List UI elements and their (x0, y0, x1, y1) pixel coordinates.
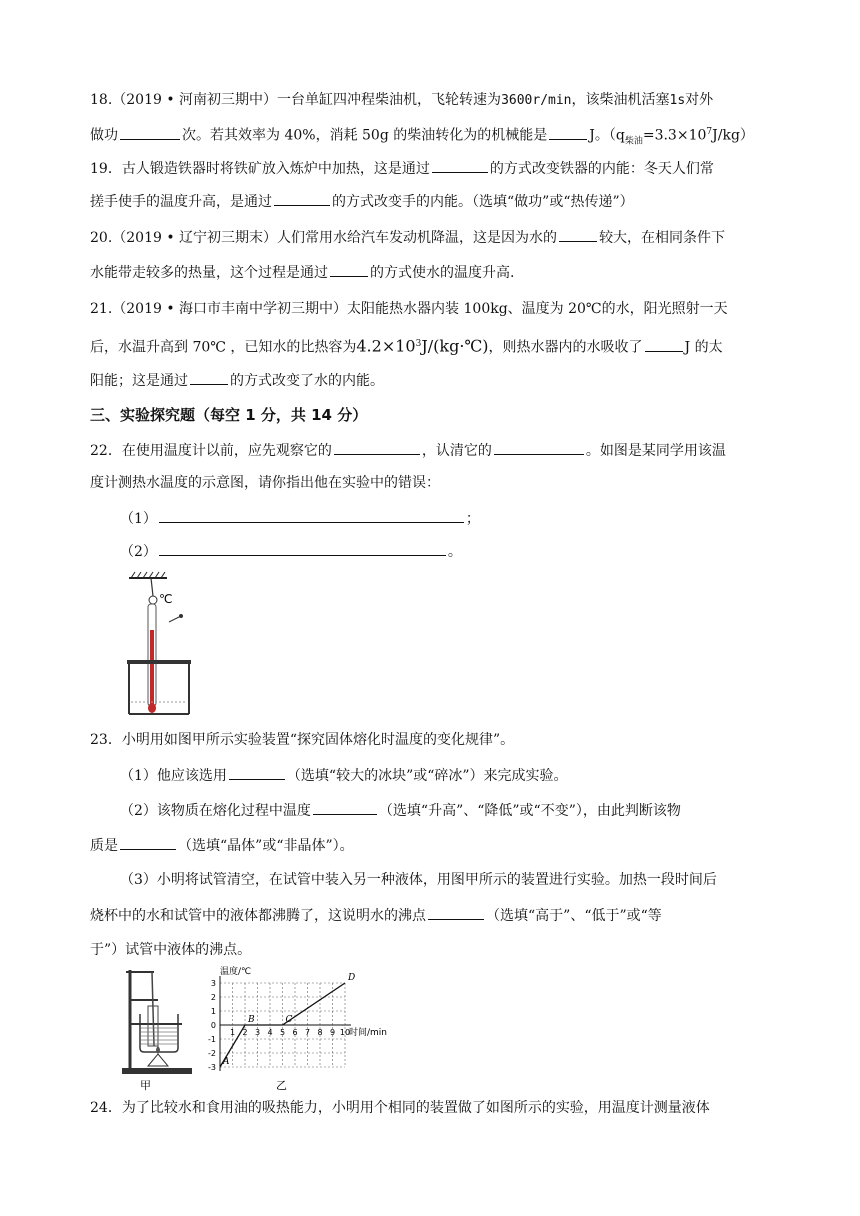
x-tick-label: 9 (329, 1028, 336, 1037)
x-tick-label: 7 (304, 1028, 311, 1037)
q20-line-2: 水能带走较多的热量，这个过程是通过 的方式使水的温度升高. (90, 262, 514, 283)
answer-blank[interactable] (494, 440, 584, 455)
q20-line-1: 20.（2019 • 辽宁初三期末）人们常用水给汽车发动机降温，这是因为水的 较大，在相同条件下 (90, 227, 725, 248)
y-tick-label: 2 (210, 993, 216, 1002)
point-label: C (285, 1015, 293, 1025)
x-tick-label: 10 (339, 1028, 351, 1037)
q22-line-2: 度计测热水温度的示意图，请你指出他在实验中的错误： (90, 475, 440, 491)
q21-line-3: 阳能；这是通过 的方式改变了水的内能。 (90, 370, 384, 391)
answer-blank[interactable] (120, 125, 180, 140)
point-label: A (223, 1057, 230, 1067)
x-tick-label: 4 (267, 1028, 273, 1037)
y-tick-label: 1 (210, 1007, 216, 1016)
x-tick-label: 8 (317, 1028, 323, 1037)
answer-blank[interactable] (334, 440, 420, 455)
point-label: B (248, 1015, 255, 1025)
answer-blank[interactable] (432, 158, 488, 173)
q23-part-2: （2）该物质在熔化过程中温度 （选填“升高”、“降低”或“不变”），由此判断该物 (120, 800, 681, 821)
q23-part-3-end: 于”）试管中液体的沸点。 (90, 942, 252, 958)
q23-line-1: 23．小明用如图甲所示实验装置“探究固体熔化时温度的变化规律”。 (90, 732, 515, 748)
q22-item-1: （1） ； (120, 508, 480, 529)
answer-blank[interactable] (549, 125, 587, 140)
y-tick-label: -2 (208, 1049, 216, 1058)
x-axis-label: 时间/min (349, 1028, 388, 1038)
q19-line-2: 搓手使手的温度升高，是通过 的方式改变手的内能。（选填“做功”或“热传递”） (90, 191, 634, 212)
answer-line[interactable] (159, 541, 446, 556)
q23-part-1: （1）他应该选用 （选填“较大的冰块”或“碎冰”）来完成实验。 (120, 765, 568, 786)
figure-label-yi: 乙 (276, 1079, 287, 1091)
answer-blank[interactable] (190, 370, 228, 385)
x-tick-label: 3 (254, 1028, 261, 1037)
answer-blank[interactable] (274, 191, 330, 206)
x-tick-label: 2 (242, 1028, 248, 1037)
x-tick-label: 6 (292, 1028, 298, 1037)
section-title: 三、实验探究题（每空 1 分，共 14 分） (90, 406, 368, 424)
unit-label: ℃ (159, 592, 173, 606)
q24-line-1: 24．为了比较水和食用油的吸热能力，小明用个相同的装置做了如图所示的实验，用温度计测量液体 (90, 1100, 710, 1116)
apparatus-figure (118, 966, 198, 1091)
answer-line[interactable] (159, 508, 464, 523)
y-tick-label: 0 (210, 1021, 216, 1030)
q22-line-1: 22．在使用温度计以前，应先观察它的 ，认清它的 。如图是某同学用该温 (90, 440, 726, 461)
answer-blank[interactable] (229, 765, 285, 780)
q23-part-2-cont: 质是 （选填“晶体”或“非晶体”）。 (90, 835, 354, 856)
answer-blank[interactable] (330, 262, 368, 277)
y-tick-label: -3 (208, 1063, 216, 1072)
figure-label-jia: 甲 (140, 1079, 151, 1091)
q23-part-3: （3）小明将试管清空，在试管中装入另一种液体，用图甲所示的装置进行实验。加热一段时间后 (120, 872, 717, 888)
y-tick-label: -1 (208, 1035, 216, 1044)
answer-blank[interactable] (428, 905, 484, 920)
y-axis-label: 温度/℃ (220, 967, 252, 977)
q19-line-1: 19．古人锻造铁器时将铁矿放入炼炉中加热，这是通过 的方式改变铁器的内能：冬天人们常 (90, 158, 714, 179)
q22-item-2: （2） 。 (120, 541, 462, 562)
temperature-time-chart (200, 966, 390, 1091)
q18-line-1: 18.（2019 • 河南初三期中）一台单缸四冲程柴油机，飞轮转速为3600r/min，该柴油机活塞1s对外 (90, 92, 714, 108)
q18-line-2: 做功 次。若其效率为 40%，消耗 50g 的柴油转化为的机械能是 J。$(q_{柴油}=3.3\times 10^7J/kg)$ (90, 122, 754, 151)
answer-blank[interactable] (645, 337, 683, 352)
thermometer-figure (115, 570, 195, 720)
y-tick-label: 3 (210, 979, 216, 988)
answer-blank[interactable] (559, 227, 597, 242)
point-label: D (348, 973, 356, 983)
q21-line-2: 后，水温升高到 70℃ ，已知水的比热容为$4.2\times 10^3J/(kg\cdot℃)$，则热水器内的水吸收了 J 的太 (90, 336, 723, 356)
answer-blank[interactable] (313, 800, 377, 815)
answer-blank[interactable] (120, 835, 176, 850)
x-tick-label: 1 (229, 1028, 236, 1037)
q21-line-1: 21.（2019 • 海口市丰南中学初三期中）太阳能热水器内装 100kg、温度为 20℃的水，阳光照射一天 (90, 301, 728, 317)
x-tick-label: 5 (279, 1028, 286, 1037)
q23-part-3-cont: 烧杯中的水和试管中的液体都沸腾了，这说明水的沸点 （选填“高于”、“低于”或“等 (90, 905, 662, 926)
